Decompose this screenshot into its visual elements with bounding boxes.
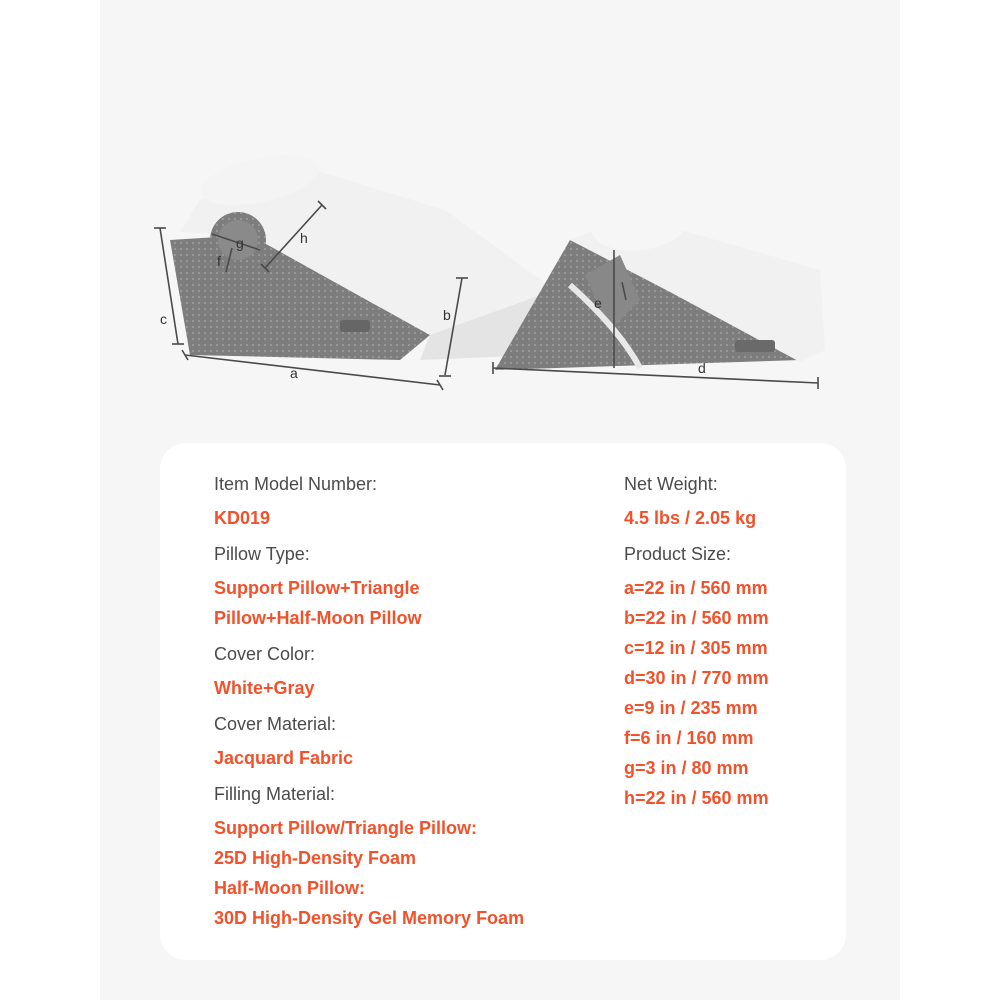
spec-card: [160, 443, 846, 960]
dim-label-a: a: [290, 365, 298, 381]
spec-value: Pillow+Half-Moon Pillow: [214, 608, 422, 628]
dim-label-d: d: [698, 360, 706, 376]
spec-value: Half-Moon Pillow:: [214, 878, 365, 898]
spec-column-right: [624, 473, 844, 823]
size-h: h=22 in / 560 mm: [624, 788, 769, 808]
size-d: d=30 in / 770 mm: [624, 668, 769, 688]
wedge-pillow-side-view: [495, 187, 825, 370]
dim-label-h: h: [300, 230, 308, 246]
spec-value: Support Pillow+Triangle: [214, 578, 420, 598]
spec-pillow-type: [214, 543, 594, 633]
size-c: c=12 in / 305 mm: [624, 638, 768, 658]
spec-cover-color: [214, 643, 594, 703]
size-f: f=6 in / 160 mm: [624, 728, 754, 748]
dim-label-e: e: [594, 295, 602, 311]
spec-filling-material: [214, 783, 594, 933]
product-panel: [100, 0, 900, 1000]
size-a: a=22 in / 560 mm: [624, 578, 768, 598]
spec-label: Net Weight:: [624, 474, 718, 494]
size-g: g=3 in / 80 mm: [624, 758, 749, 778]
spec-value: 25D High-Density Foam: [214, 848, 417, 868]
size-e: e=9 in / 235 mm: [624, 698, 758, 718]
size-b: b=22 in / 560 mm: [624, 608, 769, 628]
spec-value: White+Gray: [214, 678, 315, 698]
spec-value: Support Pillow/Triangle Pillow:: [214, 818, 478, 838]
spec-net-weight: [624, 473, 844, 533]
product-dimension-illustration: [100, 0, 900, 420]
spec-label: Pillow Type:: [214, 544, 310, 564]
spec-value: Jacquard Fabric: [214, 748, 354, 768]
wedge-pillow-front-view: [170, 146, 555, 360]
spec-product-size: [624, 543, 844, 813]
spec-label: Product Size:: [624, 544, 732, 564]
spec-item-model-number: [214, 473, 594, 533]
spec-column-left: [214, 473, 594, 943]
spec-value: 4.5 lbs / 2.05 kg: [624, 508, 757, 528]
dim-label-b: b: [443, 307, 451, 323]
spec-label: Filling Material:: [214, 784, 336, 804]
dim-label-f: f: [217, 253, 221, 269]
spec-label: Item Model Number:: [214, 474, 378, 494]
dim-label-c: c: [160, 311, 167, 327]
spec-label: Cover Color:: [214, 644, 316, 664]
spec-cover-material: [214, 713, 594, 773]
spec-label: Cover Material:: [214, 714, 337, 734]
spec-value: 30D High-Density Gel Memory Foam: [214, 908, 525, 928]
spec-value: KD019: [214, 508, 271, 528]
dim-label-g: g: [236, 235, 244, 251]
